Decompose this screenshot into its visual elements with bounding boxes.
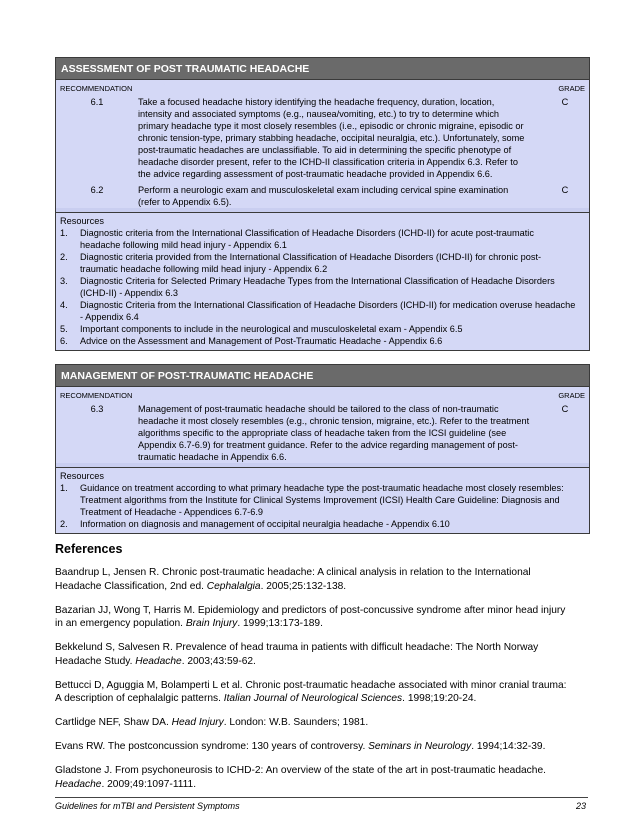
recommendation-text [138,96,541,180]
text-line: algorithms specific to the appropriate class of headache taken from the ICSI guideline (see [138,428,507,438]
reference-text: in an emergency population. [55,618,186,629]
text-line: Diagnostic criteria provided from the International Classification of Headache Disorders (ICHD-II) for chronic post- [80,252,542,262]
text-line: headache it most closely resembles (e.g., chronic tension, migraine, etc.). Refer to the treatment [138,416,530,426]
page-number: 23 [575,801,586,811]
resource-text [80,518,585,530]
reference-entry [55,641,590,668]
resource-number: 2. [60,519,68,529]
resources-label: Resources [60,216,104,226]
text-line: Information on diagnosis and management of occipital neuralgia headache - Appendix 6.10 [80,519,450,529]
footer-divider [55,797,588,798]
resource-text [80,275,585,299]
resources-section [56,212,589,350]
recommendation-rows [56,403,589,463]
reference-text: Bazarian JJ, Wong T, Harris M. Epidemiology and predictors of post-concussive syndrome after minor head injury [55,604,566,616]
reference-line [55,604,590,618]
grade-value: C [561,404,569,414]
text-line: Diagnostic criteria from the International Classification of Headache Disorders (ICHD-II) for acute post-traumatic [80,228,534,238]
recommendation-header: RECOMMENDATION [60,391,133,400]
resource-number: 1. [60,483,68,493]
reference-line [55,580,590,594]
recommendation-number: 6.2 [90,185,104,195]
table-body [56,386,589,463]
recommendation-row [56,184,589,208]
recommendation-row [56,403,589,463]
resource-item [60,482,585,518]
text-line: Perform a neurologic exam and musculoskeletal exam including cervical spine examination [138,185,509,195]
reference-line [55,566,590,580]
text-line: Diagnostic Criteria for Selected Primary Headache Types from the International Classification of Headache Disorders [80,276,555,286]
reference-text: . 1994;14:32-39. [471,741,546,752]
column-headers [56,387,589,403]
reference-entry [55,679,590,706]
column-headers [56,80,589,96]
text-line: primary headache type it most closely resembles (i.e., episodic or chronic migraine, episodic or [138,121,524,131]
resource-item [60,323,585,335]
reference-line [55,641,590,655]
recommendation-number: 6.3 [90,404,104,414]
assessment-table [55,57,590,351]
reference-line [55,740,590,754]
reference-text: Bettucci D, Aguggia M, Bolamperti L et al. Chronic post-traumatic headache associated with minor cranial trauma: [55,679,567,691]
reference-text: Headache Classification, 2nd ed. [55,580,207,592]
recommendation-text [138,184,541,208]
resource-item [60,335,585,347]
reference-text: Evans RW. The postconcussion syndrome: 130 years of controversy. [55,741,369,752]
text-line: the advice regarding assessment of post-traumatic headache provided in Appendix 6.6. [138,169,493,179]
text-line: Important components to include in the neurological and musculoskeletal exam - Appendix 6.5 [80,324,463,334]
resources-list [60,227,585,347]
journal-title: Head Injury [171,717,224,728]
recommendation-number: 6.1 [90,97,104,107]
reference-entry [55,566,590,593]
reference-line [55,679,590,693]
journal-title: Seminars in Neurology [368,741,472,752]
reference-line [55,617,590,631]
reference-line [55,778,590,792]
journal-title: Italian Journal of Neurological Sciences [223,693,403,704]
resource-item [60,275,585,299]
resources-section [56,467,589,533]
text-line: traumatic headache in Appendix 6.6. [138,452,287,462]
references-list [55,566,590,802]
resource-number: 1. [60,228,68,238]
recommendation-text [138,403,541,463]
resource-number: 6. [60,336,68,346]
resource-number: 3. [60,276,68,286]
reference-text: . 1998;19:20-24. [402,693,477,704]
text-line: headache disorder present, refer to the ICHD-II classification criteria in Appendix 6.3. Refer to [138,157,518,167]
reference-text: Gladstone J. From psychoneurosis to ICHD-2: An overview of the state of the art in post-traumatic headache. [55,765,546,776]
footer-title: Guidelines for mTBI and Persistent Symptoms [55,801,240,811]
resource-text [80,299,585,323]
references-heading: References [55,542,123,556]
resource-number: 4. [60,300,68,310]
reference-text: A description of cephalalgic patterns. [55,693,224,704]
reference-text: Headache Study. [55,655,136,667]
text-line: traumatic headache following mild head injury - Appendix 6.2 [80,264,328,274]
resource-item [60,299,585,323]
recommendation-header: RECOMMENDATION [60,84,133,93]
resource-text [80,323,585,335]
table-title: ASSESSMENT OF POST TRAUMATIC HEADACHE [56,58,589,79]
reference-text: Baandrup L, Jensen R. Chronic post-traumatic headache: A clinical analysis in relation to the International [55,567,531,578]
journal-title: Brain Injury [185,618,238,629]
text-line: (ICHD-II) - Appendix 6.3 [80,288,179,298]
resource-text [80,482,585,518]
text-line: Appendix 6.7-6.9) for treatment guidance. Refer to the advice regarding management of post- [138,440,518,450]
reference-line [55,716,590,730]
text-line: Treatment of Headache - Appendices 6.7-6.9 [80,507,264,517]
reference-line [55,655,590,669]
resource-item [60,251,585,275]
resources-list [60,482,585,530]
reference-text: . 2009;49:1097-1111. [101,778,197,790]
reference-text: Cartlidge NEF, Shaw DA. [55,717,172,728]
text-line: headache following mild head injury - Appendix 6.1 [80,240,287,250]
reference-line [55,692,590,706]
text-line: - Appendix 6.4 [80,312,139,322]
reference-text: . London: W.B. Saunders; 1981. [223,717,369,728]
recommendation-rows [56,96,589,208]
text-line: Treatment algorithms from the Institute for Clinical Systems Improvement (ICSI) Health Care Guideline: Diagnosis and [80,495,560,505]
resource-text [80,227,585,251]
resource-text [80,335,585,347]
table-body [56,79,589,208]
reference-text: . 1999;13:173-189. [237,618,323,629]
resource-number: 5. [60,324,68,334]
reference-entry [55,740,590,754]
text-line: intensity and associated symptoms (e.g., nausea/vomiting, etc.) to try to determine which [138,109,500,119]
text-line: Management of post-traumatic headache should be tailored to the class of non-traumatic [138,404,499,414]
recommendation-row [56,96,589,180]
journal-title: Cephalalgia [206,580,261,592]
grade-value: C [561,185,569,195]
reference-line [55,764,590,778]
text-line: chronic tension-type, primary stabbing headache, occipital neuralgia, etc.). Unfortunately, some [138,133,525,143]
text-line: post-traumatic headaches are unclassifiable. To aid in determining the specific phenotype of [138,145,512,155]
reference-text: . 2003;43:59-62. [181,655,256,667]
reference-text: . 2005;25:132-138. [260,580,347,592]
resources-label: Resources [60,471,104,481]
resource-number: 2. [60,252,68,262]
resource-text [80,251,585,275]
text-line: Guidance on treatment according to what primary headache type the post-traumatic headache most closely resembles: [80,483,564,493]
text-line: Advice on the Assessment and Management of Post-Traumatic Headache - Appendix 6.6 [80,336,443,346]
management-table [55,364,590,534]
text-line: Take a focused headache history identifying the headache frequency, duration, location, [138,97,495,107]
reference-entry [55,604,590,631]
table-title: MANAGEMENT OF POST-TRAUMATIC HEADACHE [56,365,589,386]
resource-item [60,227,585,251]
grade-header: GRADE [558,84,585,93]
journal-title: Headache [135,655,182,667]
grade-value: C [561,97,569,107]
reference-entry [55,764,590,791]
journal-title: Headache [55,778,102,790]
grade-header: GRADE [558,391,585,400]
reference-entry [55,716,590,730]
text-line: Diagnostic Criteria from the International Classification of Headache Disorders (ICHD-II) for medication overuse headache [80,300,576,310]
resource-item [60,518,585,530]
text-line: (refer to Appendix 6.5). [138,197,232,207]
reference-text: Bekkelund S, Salvesen R. Prevalence of head trauma in patients with difficult headache: The North Norway [55,642,539,653]
